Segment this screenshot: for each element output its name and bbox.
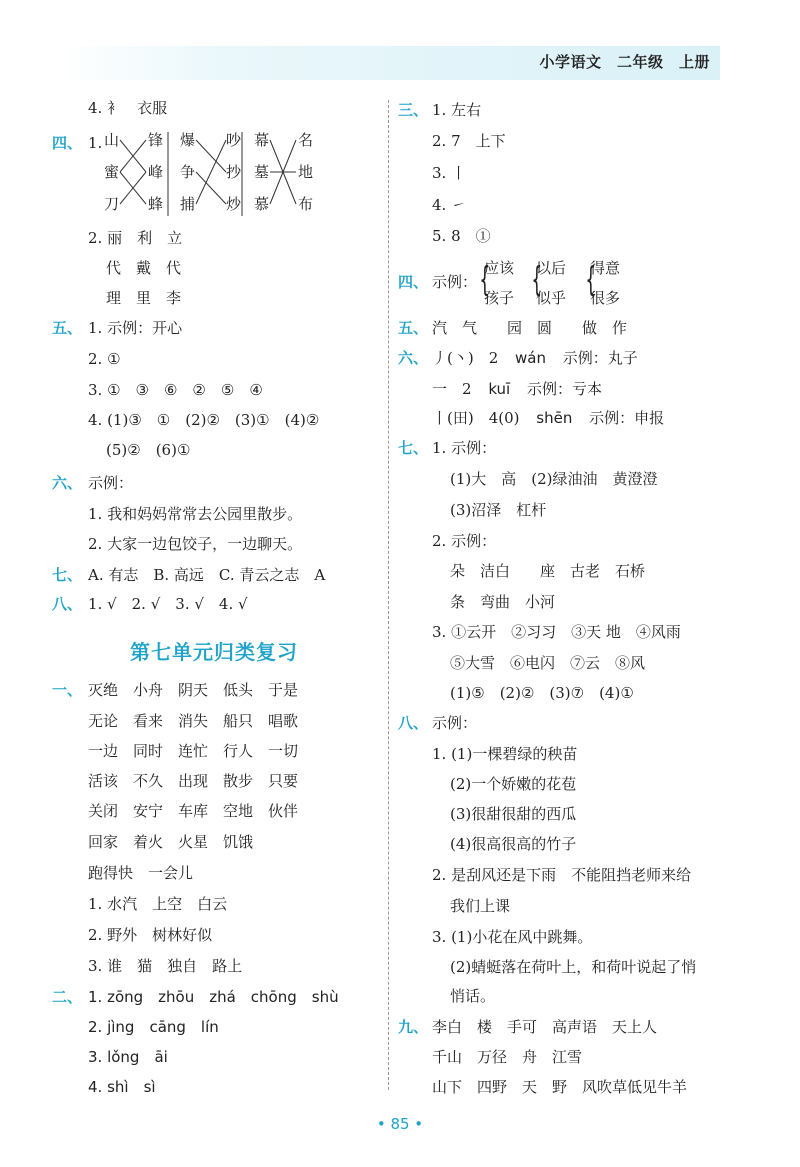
answer-line: (5)② (6)①: [106, 441, 191, 459]
match-char: 刀: [104, 195, 120, 213]
answer-line: 我们上课: [450, 897, 511, 915]
pinyin: shēn: [536, 409, 573, 427]
answer-line: 似乎: [536, 289, 567, 307]
answer-line: 很多: [590, 289, 621, 307]
answer-line: 理 里 李: [106, 289, 182, 307]
answer-line: (3)沼泽 杠杆: [450, 501, 547, 519]
answer-line: 孩子: [484, 289, 515, 307]
stroke-info: 丿(丶) 2: [432, 349, 499, 367]
answer-line: 朵 洁白 座 古老 石桥: [450, 562, 646, 580]
answer-line: 1. 水汽 上空 白云: [88, 895, 228, 913]
answer-line: 4. (1)③ ① (2)② (3)① (4)②: [88, 411, 320, 429]
answer-line: 一边 同时 连忙 行人 一切: [88, 742, 299, 760]
item-number: 1.: [88, 134, 103, 152]
answer-line: 山下 四野 天 野 风吹草低见牛羊: [432, 1078, 688, 1096]
answer-line: 1. (1)一棵碧绿的秧苗: [432, 745, 578, 763]
match-char: 争: [180, 163, 196, 181]
match-char: 蜂: [148, 195, 164, 213]
answer-line: 悄话。: [450, 987, 496, 1005]
match-char: 山: [104, 131, 120, 149]
section-label: 七、: [398, 439, 429, 457]
answer-line: 活该 不久 出现 散步 只要: [88, 772, 299, 790]
answer-line: 跑得快 一会儿: [88, 864, 194, 882]
answer-line: 2. jìng cāng lín: [88, 1018, 219, 1036]
match-char: 锋: [148, 131, 164, 149]
match-char: 幕: [254, 131, 270, 149]
answer-line: 2. 7 上下: [432, 132, 506, 150]
matching-lines: [106, 130, 326, 218]
answer-line: 5. 8 ①: [432, 227, 491, 245]
pinyin: kuī: [488, 380, 511, 398]
answer-line: (2)蜻蜓落在荷叶上，和荷叶说起了悄: [450, 958, 697, 976]
answer-line: ⑤大雪 ⑥电闪 ⑦云 ⑧风: [450, 654, 646, 672]
match-char: 蜜: [104, 163, 120, 181]
answer-line: 示例：: [88, 474, 134, 492]
section-label: 三、: [398, 101, 429, 119]
example: 示例：申报: [589, 409, 665, 427]
answer-line: 3. 丨: [432, 164, 467, 182]
answer-line: 条 弯曲 小河: [450, 593, 556, 611]
answer-line: 代 戴 代: [106, 259, 182, 277]
answer-line: 3. ① ③ ⑥ ② ⑤ ④: [88, 381, 263, 399]
match-char: 名: [298, 131, 314, 149]
answer-line: 示例：: [432, 714, 478, 732]
answer-line: 千山 万径 舟 江雪: [432, 1048, 583, 1066]
answer-line: 4. shì sì: [88, 1078, 156, 1096]
answer-line: [432, 408, 664, 428]
section-label: 七、: [52, 566, 83, 584]
brace-icon: {: [479, 260, 491, 300]
stroke-info: 丨(田) 4(0): [432, 409, 520, 427]
match-char: 吵: [226, 131, 242, 149]
answer-line: 1. 示例：: [432, 439, 497, 457]
pinyin: wán: [515, 349, 546, 367]
answer-line: 灭绝 小舟 阴天 低头 于是: [88, 681, 299, 699]
answer-line: 4. ㇀: [432, 196, 467, 214]
answer-line: 示例：: [432, 273, 478, 291]
brace-icon: {: [531, 260, 543, 300]
answer-line: 1. √ 2. √ 3. √ 4. √: [88, 595, 248, 613]
answer-line: 3. ①云开 ②习习 ③天 地 ④风雨: [432, 623, 681, 641]
section-label: 二、: [52, 988, 83, 1006]
match-char: 墓: [254, 163, 270, 181]
answer-line: 3. 谁 猫 独自 路上: [88, 957, 243, 975]
example: 示例：丸子: [562, 349, 638, 367]
matching-diagram: [106, 130, 326, 218]
section-label: 八、: [52, 595, 83, 613]
answer-line: 回家 着火 火星 饥饿: [88, 833, 254, 851]
section-label: 五、: [398, 319, 429, 337]
answer-line: 3. (1)小花在风中跳舞。: [432, 928, 593, 946]
answer-line: (3)很甜很甜的西瓜: [450, 805, 577, 823]
answer-line: 1. zōng zhōu zhá chōng shù: [88, 988, 339, 1006]
column-divider: [388, 100, 389, 1090]
match-char: 炒: [226, 195, 242, 213]
answer-line: 1. 示例：开心: [88, 319, 183, 337]
answer-line: (1)大 高 (2)绿油油 黄澄澄: [450, 470, 658, 488]
answer-line: [432, 348, 638, 368]
answer-line: 汽 气 园 圆 做 作: [432, 319, 628, 337]
match-char: 地: [298, 163, 314, 181]
answer-line: 1. 我和妈妈常常去公园里散步。: [88, 505, 303, 523]
section-label: 九、: [398, 1018, 429, 1036]
match-char: 慕: [254, 195, 270, 213]
answer-line: 以后: [536, 259, 567, 277]
answer-line: 应该: [484, 259, 515, 277]
answer-line: (4)很高很高的竹子: [450, 835, 577, 853]
example: 示例：亏本: [527, 380, 603, 398]
match-char: 抄: [226, 163, 242, 181]
answer-line: [432, 379, 602, 399]
match-char: 捕: [180, 195, 196, 213]
answer-line: 无论 看来 消失 船只 唱歌: [88, 712, 299, 730]
section-label: 一、: [52, 681, 83, 699]
answer-line: (1)⑤ (2)② (3)⑦ (4)①: [450, 684, 634, 702]
section-label: 四、: [52, 134, 83, 152]
answer-line: 2. 是刮风还是下雨 不能阻挡老师来给: [432, 866, 692, 884]
match-char: 布: [298, 195, 314, 213]
answer-line: 2. 示例：: [432, 532, 497, 550]
answer-line: 得意: [590, 259, 621, 277]
answer-line: A. 有志 B. 高远 C. 青云之志 A: [88, 566, 326, 584]
section-label: 四、: [398, 273, 429, 291]
answer-line: 4. 衤 衣服: [88, 99, 168, 117]
book-title: 小学语文 二年级 上册: [539, 53, 710, 71]
answer-line: 1. 左右: [432, 101, 482, 119]
section-label: 六、: [398, 349, 429, 367]
answer-line: (2)一个娇嫩的花苞: [450, 775, 577, 793]
section-label: 六、: [52, 474, 83, 492]
match-char: 爆: [180, 131, 196, 149]
page-number: • 85 •: [376, 1115, 424, 1133]
answer-line: 李白 楼 手可 高声语 天上人: [432, 1018, 658, 1036]
brace-icon: {: [585, 260, 597, 300]
unit-title: 第七单元归类复习: [130, 640, 298, 664]
answer-line: 2. 大家一边包饺子，一边聊天。: [88, 535, 303, 553]
stroke-info: 一 2: [432, 380, 472, 398]
answer-line: 2. 野外 树林好似: [88, 926, 213, 944]
section-label: 五、: [52, 319, 83, 337]
answer-line: 关闭 安宁 车库 空地 伙伴: [88, 802, 299, 820]
answer-line: 3. lǒng āi: [88, 1048, 168, 1066]
answer-line: 2. ①: [88, 350, 121, 368]
answer-line: 2. 丽 利 立: [88, 229, 183, 247]
section-label: 八、: [398, 714, 429, 732]
match-char: 峰: [148, 163, 164, 181]
